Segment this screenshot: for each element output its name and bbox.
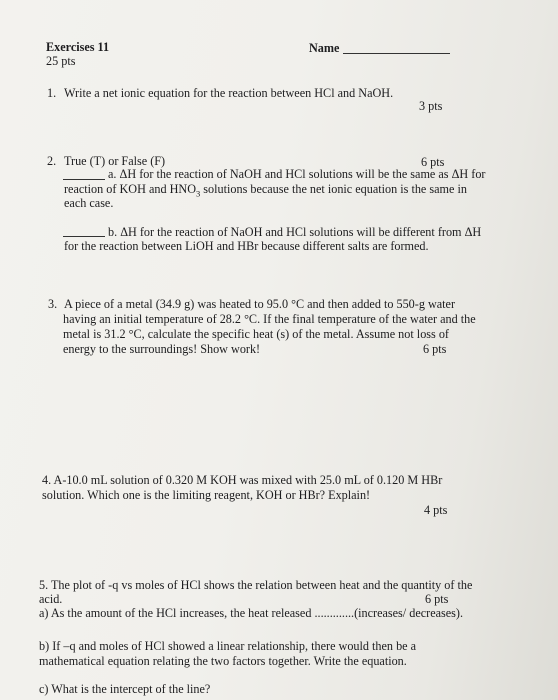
q2-title: True (T) or False (F)	[64, 154, 166, 168]
name-label: Name	[309, 41, 340, 55]
q5a-text: a) As the amount of the HCl increases, the heat released .............(increases/ decreases).	[39, 606, 464, 620]
q3-number: 3.	[48, 297, 58, 311]
q2b-line2: for the reaction between LiOH and HBr because different salts are formed.	[64, 239, 429, 253]
q5b-line2: mathematical equation relating the two factors together. Write the equation.	[39, 654, 407, 668]
q4-line1: 4. A-10.0 mL solution of 0.320 M KOH was mixed with 25.0 mL of 0.120 M HBr	[42, 473, 443, 487]
q2b-answer-blank[interactable]	[63, 236, 105, 237]
q5-points: 6 pts	[425, 592, 449, 606]
q2a-line3: each case.	[64, 196, 114, 210]
q2a-line2: reaction of KOH and $HNO_3$ solutions because the net ionic equation is the same in	[64, 182, 467, 199]
q3-line2: having an initial temperature of 28.2 °C. If the final temperature of the water and the	[63, 312, 476, 326]
q2-number: 2.	[47, 154, 57, 168]
q4-line2: solution. Which one is the limiting reagent, KOH or HBr? Explain!	[42, 488, 371, 502]
q3-line1: A piece of a metal (34.9 g) was heated to 95.0 °C and then added to 550-g water	[64, 297, 456, 311]
total-points: 25 pts	[46, 54, 76, 68]
q5-line1: 5. The plot of -q vs moles of HCl shows the relation between heat and the quantity of the	[39, 578, 473, 592]
worksheet-title: Exercises 11	[46, 40, 110, 54]
q1-number: 1.	[47, 86, 57, 100]
q3-line4: energy to the surroundings! Show work!	[63, 342, 261, 356]
q1-text: Write a net ionic equation for the reaction between HCl and NaOH.	[64, 86, 394, 100]
q2a-answer-blank[interactable]	[63, 179, 105, 180]
q2a-line1: a. ΔH for the reaction of NaOH and HCl solutions will be the same as ΔH for	[108, 167, 486, 181]
q5-line2: acid.	[39, 592, 63, 606]
q1-points: 3 pts	[419, 99, 443, 113]
q3-line3: metal is 31.2 °C, calculate the specific heat (s) of the metal. Assume not loss of	[63, 327, 449, 341]
q2-points: 6 pts	[421, 155, 445, 169]
q5c-text: c) What is the intercept of the line?	[39, 682, 211, 696]
q3-points: 6 pts	[423, 342, 447, 356]
q4-points: 4 pts	[424, 503, 448, 517]
q5b-line1: b) If –q and moles of HCl showed a linear relationship, there would then be a	[39, 639, 417, 653]
name-blank[interactable]	[343, 53, 450, 54]
q2b-line1: b. ΔH for the reaction of NaOH and HCl solutions will be different from ΔH	[108, 225, 482, 239]
